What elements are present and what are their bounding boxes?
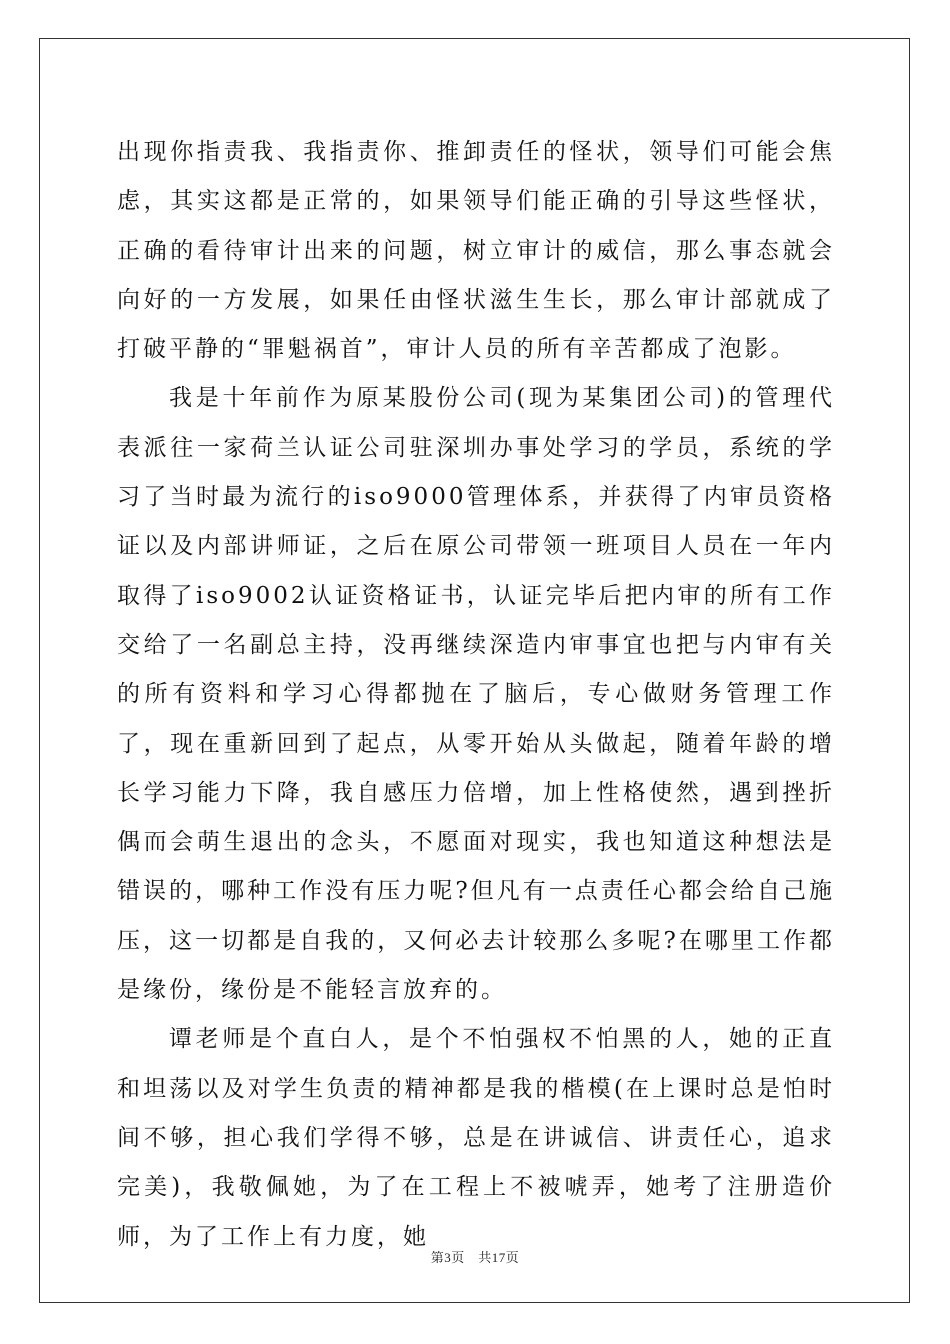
paragraph-2: 我是十年前作为原某股份公司(现为某集团公司)的管理代表派往一家荷兰认证公司驻深圳办事处学习的学员，系统的学习了当时最为流行的iso9000管理体系，并获得了内审员资格证以及内部讲师证，之后在原公司带领一班项目人员在一年内取得了iso9002认证资格证书，认证完毕后把内审的所有工作交给了一名副总主持，没再继续深造内审事宜也把与内审有关的所有资料和学习心得都抛在了脑后，专心做财务管理工作了，现在重新回到了起点，从零开始从头做起，随着年龄的增长学习能力下降，我自感压力倍增，加上性格使然，遇到挫折偶而会萌生退出的念头，不愿面对现实，我也知道这种想法是错误的，哪种工作没有压力呢?但凡有一点责任心都会给自己施压，这一切都是自我的，又何必去计较那么多呢?在哪里工作都是缘份，缘份是不能轻言放弃的。: [117, 385, 835, 1004]
paragraph-1: 出现你指责我、我指责你、推卸责任的怪状，领导们可能会焦虑，其实这都是正常的，如果领导们能正确的引导这些怪状，正确的看待审计出来的问题，树立审计的威信，那么事态就会向好的一方发展，如果任由怪状滋生生长，那么审计部就成了打破平静的“罪魁祸首”，审计人员的所有辛苦都成了泡影。: [117, 139, 835, 363]
page-number-footer: [0, 1247, 950, 1266]
document-body: [117, 128, 835, 1262]
paragraph-3: 谭老师是个直白人，是个不怕强权不怕黑的人，她的正直和坦荡以及对学生负责的精神都是我的楷模(在上课时总是怕时间不够，担心我们学得不够，总是在讲诚信、讲责任心，追求完美)，我敬佩她，为了在工程上不被唬弄，她考了注册造价师，为了工作上有力度，她: [117, 1026, 835, 1250]
page-number-label: 第3页 共17页: [430, 1250, 520, 1265]
